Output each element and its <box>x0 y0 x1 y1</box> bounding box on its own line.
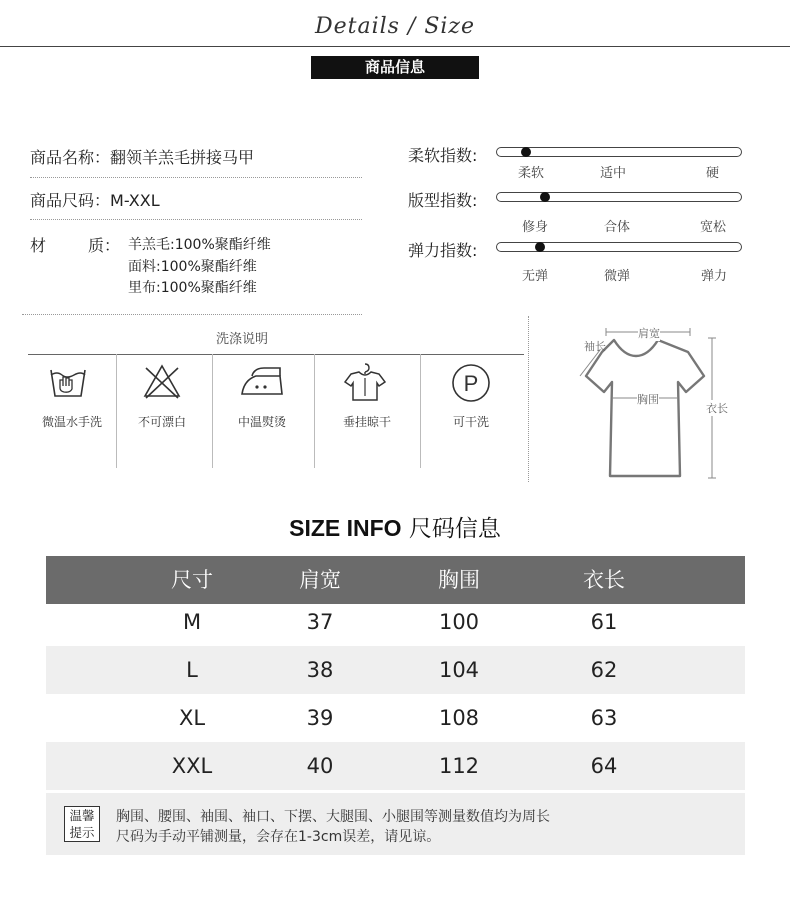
index-option: 弹力 <box>701 269 728 284</box>
wash-label: 微温水手洗 <box>41 415 102 429</box>
table-cell: 100 <box>438 610 480 634</box>
wash-column-divider <box>420 354 421 468</box>
table-cell: L <box>186 658 198 682</box>
dry-clean-icon <box>448 362 494 408</box>
product-name-label: 商品名称： <box>30 148 111 167</box>
table-header <box>46 556 745 604</box>
tips-text: 尺码为手动平铺测量，会存在1-3cm误差，请见谅。 <box>116 829 441 845</box>
index-marker <box>521 147 531 157</box>
material-item: 里布:100%聚酯纤维 <box>128 280 257 296</box>
index-option: 硬 <box>706 166 720 181</box>
wash-divider <box>28 354 524 355</box>
wash-column-divider <box>314 354 315 468</box>
table-cell: 108 <box>438 706 480 730</box>
diagram-shoulder-label: 肩宽 <box>638 327 660 340</box>
table-cell: M <box>182 610 202 634</box>
table-cell: 104 <box>438 658 480 682</box>
tips-badge-line: 温馨 <box>69 808 95 823</box>
no-bleach-icon <box>142 362 182 400</box>
table-row <box>46 742 745 790</box>
svg-text:P: P <box>463 371 479 396</box>
index-label: 版型指数: <box>408 191 478 210</box>
size-info-title <box>0 510 790 543</box>
size-info-title-cn: 尺码信息 <box>408 516 501 542</box>
product-size-value: M-XXL <box>110 191 160 210</box>
index-option: 宽松 <box>700 220 727 235</box>
hand-wash-icon <box>48 362 88 400</box>
table-cell: 39 <box>306 706 334 730</box>
index-option: 修身 <box>522 220 549 235</box>
index-track <box>496 242 742 252</box>
divider <box>30 177 362 178</box>
index-option: 适中 <box>600 166 627 181</box>
wash-label: 可干洗 <box>452 415 489 429</box>
wash-label: 中温熨烫 <box>237 415 286 429</box>
table-header-cell: 衣长 <box>583 568 625 592</box>
hang-dry-icon <box>343 362 387 402</box>
script-title: Details / Size <box>310 14 480 39</box>
tips-box <box>46 793 745 855</box>
product-name <box>30 145 254 168</box>
table-header-cell: 胸围 <box>438 568 480 592</box>
tips-text: 胸围、腰围、袖围、袖口、下摆、大腿围、小腿围等测量数值均为周长 <box>116 809 550 825</box>
table-header-cell: 尺寸 <box>171 568 213 592</box>
diagram-divider <box>528 316 529 482</box>
divider <box>22 314 362 315</box>
table-cell: 40 <box>306 754 334 778</box>
product-size <box>30 188 160 211</box>
table-cell: 64 <box>590 754 618 778</box>
index-label: 柔软指数: <box>408 146 478 165</box>
index-track <box>496 192 742 202</box>
product-size-label: 商品尺码： <box>30 191 111 210</box>
table-cell: 38 <box>306 658 334 682</box>
diagram-chest-label: 胸围 <box>637 393 659 406</box>
diagram-sleeve-label: 袖长 <box>584 340 606 353</box>
material-item: 羊羔毛:100%聚酯纤维 <box>128 237 271 253</box>
index-option: 微弹 <box>604 269 631 284</box>
table-cell: XXL <box>171 754 213 778</box>
table-cell: XL <box>178 706 206 730</box>
table-row <box>46 646 745 694</box>
material-item: 面料:100%聚酯纤维 <box>128 259 257 275</box>
table-cell: 37 <box>306 610 334 634</box>
index-option: 合体 <box>604 220 631 235</box>
wash-label: 不可漂白 <box>137 415 186 429</box>
size-info-title-en: SIZE INFO <box>289 515 402 541</box>
table-row <box>46 694 745 742</box>
section-title: 商品信息 <box>311 56 479 79</box>
index-track <box>496 147 742 157</box>
tips-badge-line: 提示 <box>69 825 95 840</box>
header-rule <box>0 46 790 47</box>
table-cell: 63 <box>590 706 618 730</box>
material-label-1: 材 <box>30 236 47 255</box>
table-cell: 61 <box>590 610 618 634</box>
material-label-2: 质： <box>88 236 121 255</box>
wash-column-divider <box>116 354 117 468</box>
tips-badge <box>64 806 100 842</box>
wash-title: 洗涤说明 <box>216 332 269 347</box>
wash-label: 垂挂晾干 <box>342 415 391 429</box>
divider <box>30 219 362 220</box>
table-header-cell: 肩宽 <box>299 568 341 592</box>
table-cell: 112 <box>438 754 480 778</box>
iron-medium-icon <box>238 362 286 400</box>
diagram-length-label: 衣长 <box>706 402 728 415</box>
index-label: 弹力指数: <box>408 241 478 260</box>
product-name-value: 翻领羊羔毛拼接马甲 <box>110 148 255 167</box>
index-option: 柔软 <box>518 166 545 181</box>
table-cell: 62 <box>590 658 618 682</box>
index-option: 无弹 <box>522 269 549 284</box>
table-row <box>46 598 745 646</box>
wash-column-divider <box>212 354 213 468</box>
